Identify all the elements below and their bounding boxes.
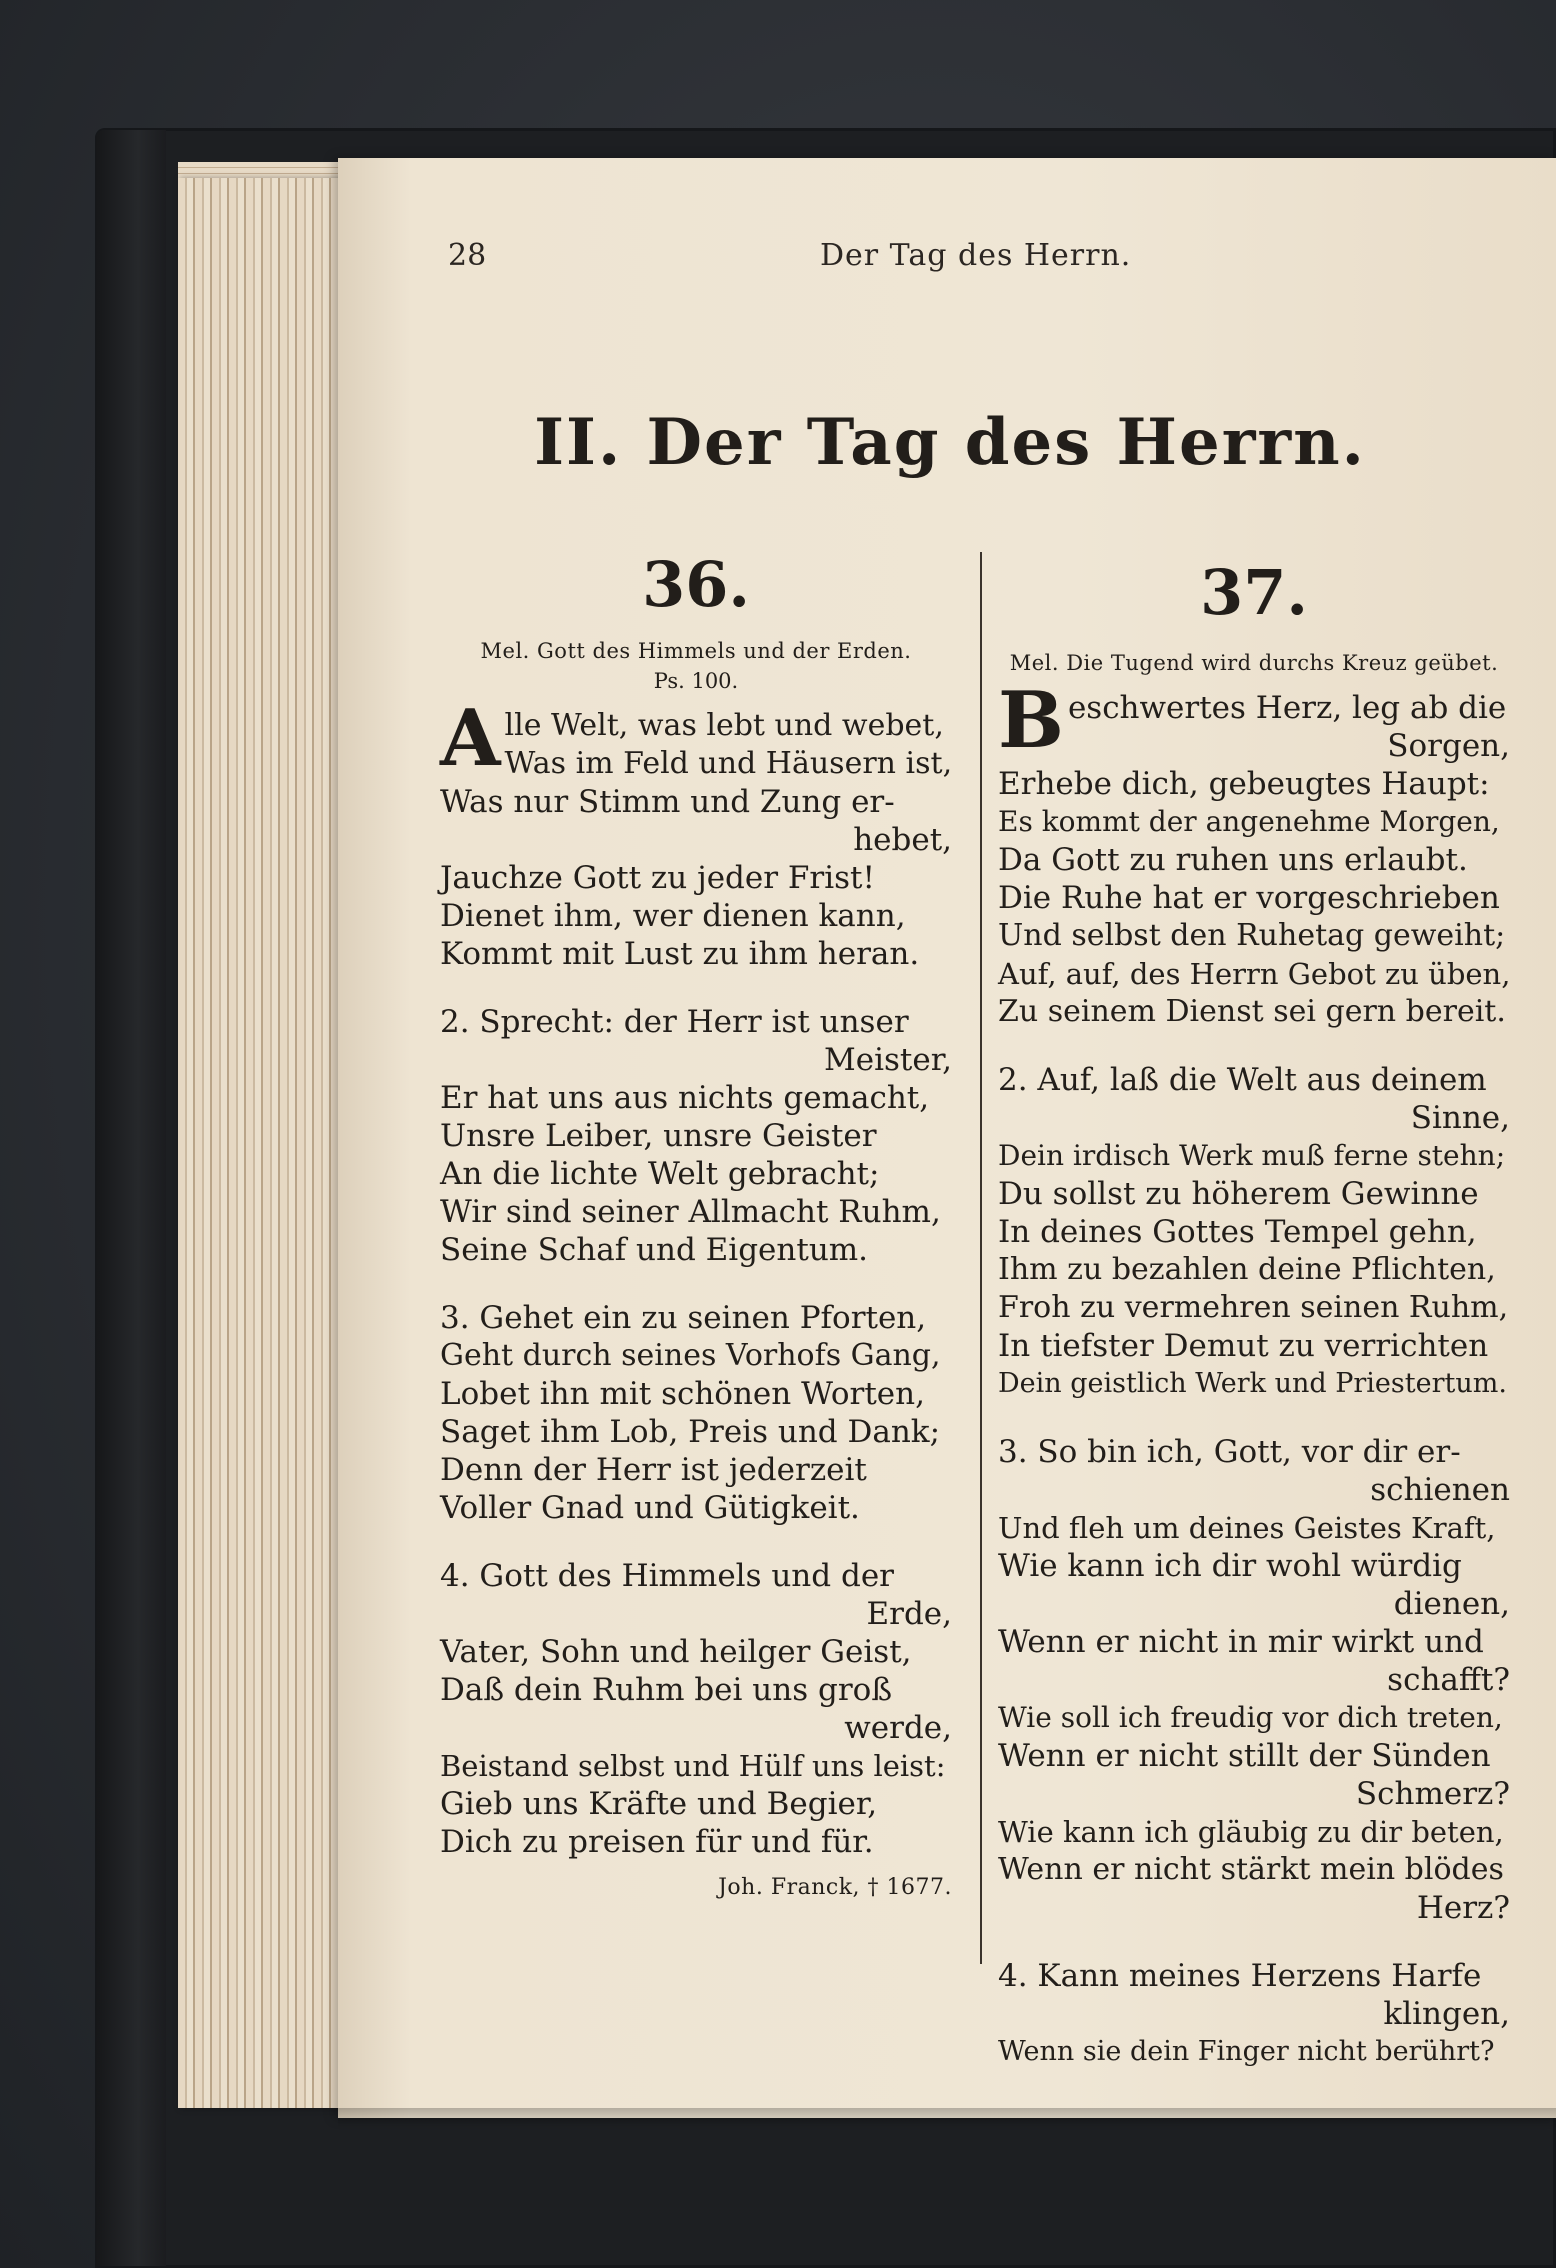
stanza-3 (440, 1299, 952, 1527)
verse-line: 4. Gott des Himmels und der (440, 1558, 894, 1594)
verse-line: Herz? (1416, 1890, 1510, 1926)
verse-line: Vater, Sohn und heilger Geist, (440, 1634, 912, 1670)
verse-line: Froh zu vermehren seinen Ruhm, (998, 1290, 1509, 1325)
stanza-2 (440, 1003, 952, 1269)
verse-line: Seine Schaf und Eigentum. (440, 1232, 869, 1268)
verse-line: Sinne, (1410, 1100, 1510, 1136)
verse-line: dienen, (1393, 1586, 1510, 1622)
verse-line: Und fleh um deines Geistes Kraft, (998, 1511, 1496, 1545)
drop-cap: A (440, 693, 501, 784)
verse-line: Er hat uns aus nichts gemacht, (440, 1080, 930, 1116)
verse-line: Wenn er nicht stärkt mein blödes (998, 1852, 1504, 1887)
hymn-number: 37. (1200, 556, 1308, 629)
verse-line: Sorgen, (1387, 728, 1510, 764)
verse-line: Auf, auf, des Herrn Gebot zu üben, (998, 957, 1511, 991)
verse-line: Wir sind seiner Allmacht Ruhm, (440, 1194, 941, 1230)
verse-line: Lobet ihn mit schönen Worten, (440, 1376, 925, 1412)
column-divider (980, 552, 982, 1964)
verse-line: Wie soll ich freudig vor dich treten, (998, 1701, 1503, 1734)
stanza-4 (998, 1957, 1510, 2071)
verse-line: An die lichte Welt gebracht; (440, 1156, 880, 1192)
verse-line: Da Gott zu ruhen uns erlaubt. (998, 842, 1468, 878)
verse-line: Zu seinem Dienst sei gern bereit. (998, 994, 1506, 1029)
verse-line: lle Welt, was lebt und webet, (504, 708, 944, 743)
verse-line: Beistand selbst und Hülf uns leist: (440, 1749, 946, 1783)
verse-line: klingen, (1383, 1996, 1510, 2032)
verse-line: Erhebe dich, gebeugtes Haupt: (998, 766, 1490, 802)
author-credit: Joh. Franck, † 1677. (718, 1875, 952, 1900)
hymn-37-column (998, 548, 1510, 2101)
verse-line: Erde, (866, 1596, 952, 1632)
verse-line: Kommt mit Lust zu ihm heran. (440, 936, 920, 972)
verse-line: Geht durch seines Vorhofs Gang, (440, 1338, 941, 1373)
verse-line: Gieb uns Kräfte und Begier, (440, 1786, 878, 1822)
section-title: II. Der Tag des Herrn. (534, 405, 1366, 480)
verse-line: Und selbst den Ruhetag geweiht; (998, 918, 1506, 953)
verse-line: Wenn er nicht stillt der Sünden (998, 1738, 1491, 1774)
verse-line: Saget ihm Lob, Preis und Dank; (440, 1414, 941, 1450)
verse-line: Was im Feld und Häusern ist, (504, 746, 953, 781)
melody-line: Mel. Gott des Himmels und der Erden. (480, 639, 912, 663)
verse-line: 4. Kann meines Herzens Harfe (998, 1958, 1482, 1994)
verse-line: werde, (844, 1710, 952, 1746)
running-title: Der Tag des Herrn. (820, 238, 1132, 273)
verse-line: Dein irdisch Werk muß ferne stehn; (998, 1139, 1506, 1172)
verse-line: Daß dein Ruhm bei uns groß (440, 1672, 893, 1708)
verse-line: 3. Gehet ein zu seinen Pforten, (440, 1300, 927, 1336)
verse-line: In deines Gottes Tempel gehn, (998, 1214, 1477, 1250)
verse-line: eschwertes Herz, leg ab die (1067, 690, 1507, 726)
stanza-3 (998, 1433, 1510, 1927)
verse-line: Es kommt der angenehme Morgen, (998, 805, 1500, 838)
hymn-36-column (440, 548, 952, 1900)
stanza-1 (998, 675, 1511, 1031)
page-shadow (338, 2108, 1556, 2128)
verse-line: Jauchze Gott zu jeder Frist! (440, 860, 875, 896)
verse-line: Die Ruhe hat er vorgeschrieben (998, 880, 1500, 916)
verse-line: Du sollst zu höherem Gewinne (998, 1176, 1479, 1212)
verse-line: In tiefster Demut zu verrichten (998, 1328, 1489, 1364)
verse-line: Wie kann ich dir wohl würdig (998, 1548, 1462, 1584)
page-edges-left (178, 178, 358, 2108)
verse-line: Was nur Stimm und Zung er- (440, 784, 895, 820)
hymn-number: 36. (642, 548, 750, 621)
verse-line: schienen (1370, 1472, 1510, 1508)
verse-line: Voller Gnad und Gütigkeit. (440, 1490, 860, 1526)
verse-line: Dienet ihm, wer dienen kann, (440, 898, 906, 934)
verse-line: Schmerz? (1355, 1776, 1510, 1812)
stanza-4 (440, 1557, 952, 1861)
stanza-1 (440, 693, 953, 973)
verse-line: Wenn sie dein Finger nicht berührt? (998, 2036, 1495, 2067)
page-number: 28 (448, 238, 487, 273)
verse-line: Dein geistlich Werk und Priestertum. (998, 1368, 1507, 1399)
verse-line: Wie kann ich gläubig zu dir beten, (998, 1815, 1504, 1849)
verse-line: Denn der Herr ist jederzeit (440, 1452, 867, 1488)
verse-line: 2. Sprecht: der Herr ist unser (440, 1004, 909, 1040)
melody-line: Mel. Die Tugend wird durchs Kreuz geübet. (1009, 651, 1499, 675)
verse-line: Wenn er nicht in mir wirkt und (998, 1624, 1484, 1660)
verse-line: schafft? (1387, 1662, 1510, 1698)
verse-line: Unsre Leiber, unsre Geister (440, 1118, 877, 1154)
verse-line: Meister, (824, 1042, 952, 1078)
stanza-2 (998, 1061, 1510, 1403)
verse-line: 2. Auf, laß die Welt aus deinem (998, 1062, 1487, 1098)
verse-line: 3. So bin ich, Gott, vor dir er- (998, 1434, 1461, 1470)
verse-line: Dich zu preisen für und für. (440, 1824, 874, 1860)
psalm-reference: Ps. 100. (653, 669, 739, 693)
drop-cap: B (998, 675, 1064, 766)
book-spine (96, 130, 166, 2266)
verse-line: hebet, (853, 822, 952, 858)
verse-line: Ihm zu bezahlen deine Pflichten, (998, 1252, 1496, 1287)
